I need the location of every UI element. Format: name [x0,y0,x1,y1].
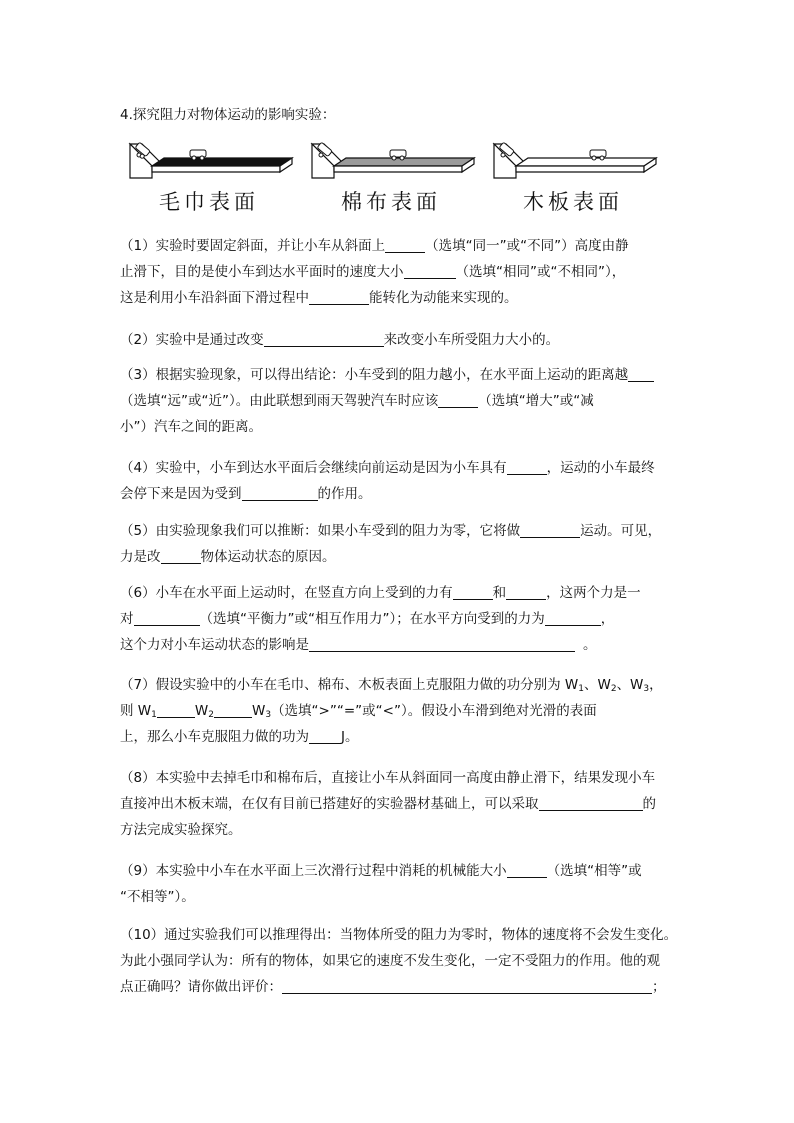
q10-blank-1[interactable] [282,977,652,994]
q10-text-c: 点正确吗？请你做出评价： [120,979,282,995]
question-title: 4.探究阻力对物体运动的影响实验： [120,107,336,123]
q7-sep-2: 、W [616,677,644,693]
q5-blank-1[interactable] [520,521,580,538]
q6-blank-2[interactable] [506,583,546,600]
q7-text-b: 则 W [120,703,152,719]
q1-text-f: 能转化为动能来实现的。 [369,290,518,306]
question-5 [120,518,680,570]
figure-cotton [306,138,476,218]
q6-blank-3[interactable] [134,609,200,626]
q5-text-d: 物体运动状态的原因。 [200,549,336,565]
q6-text-h: 。 [583,637,597,653]
q6-text-d: 对 [120,611,134,627]
q4-text-b: ，运动的小车最终 [546,460,655,476]
q3-blank-2[interactable] [438,391,478,408]
q3-text-d: 小”）汽车之间的距离。 [120,419,262,435]
question-4 [120,455,680,507]
figure-towel [124,138,294,218]
q9-text-a: （9）本实验中小车在水平面上三次滑行过程中消耗的机械能大小 [120,863,507,879]
q7-sub-2: 2 [610,684,617,694]
q7-sub-w1: 1 [151,710,157,720]
q6-text-a: （6）小车在水平面上运动时，在竖直方向上受到的力有 [120,585,453,601]
q6-text-b: 和 [492,585,507,601]
question-1 [120,233,680,311]
q2-blank-1[interactable] [264,330,384,347]
ramp-diagram-cotton [306,138,476,184]
q2-text-b: 来改变小车所受阻力大小的。 [383,332,560,348]
surface-strip-wood [516,158,656,166]
q4-text-a: （4）实验中，小车到达水平面后会继续向前运动是因为小车具有 [120,460,507,476]
q1-text-c: 止滑下，目的是使小车到达水平面时的速度大小 [120,264,404,280]
q7-sub-w2: 2 [208,710,214,720]
experiment-figures [124,138,684,218]
q7-text-e: J。 [341,729,359,745]
question-7 [120,672,680,750]
q7-sep-1: 、W [583,677,611,693]
q7-blank-2[interactable] [214,701,252,718]
figure-caption-cotton: 棉布表面 [341,190,441,214]
q3-text-b: （选填“远”或“近”）。由此联想到雨天驾驶汽车时应该 [120,393,439,409]
question-10 [120,922,680,1000]
q9-text-b: （选填“相等”或 [546,863,642,879]
q6-text-c: ，这两个力是一 [546,585,641,601]
q7-blank-1[interactable] [157,701,195,718]
q6-blank-4[interactable] [545,609,601,626]
question-9 [120,858,680,910]
q1-blank-2[interactable] [404,262,456,279]
q1-text-a: （1）实验时要固定斜面，并让小车从斜面上 [120,238,386,254]
question-3 [120,362,680,440]
q4-blank-1[interactable] [507,458,547,475]
q1-blank-1[interactable] [385,236,425,253]
ramp-diagram-wood [488,138,658,184]
q7-comma: ， [649,677,663,693]
question-6 [120,580,680,658]
q1-text-d: （选填“相同”或“不相同”）， [455,264,626,280]
q10-text-d: ； [652,979,666,995]
q5-blank-2[interactable] [161,547,201,564]
figure-wood [488,138,658,218]
q6-text-e: （选填“平衡力”或“相互作用力”）；在水平方向受到的力为 [199,611,545,627]
q8-blank-1[interactable] [539,794,643,811]
q7-w3: W [251,703,266,719]
q7-text-d: 上，那么小车克服阻力做的功为 [120,729,309,745]
q3-text-c: （选填“增大”或“减 [478,393,594,409]
q10-text-b: 为此小强同学认为：所有的物体，如果它的速度不发生变化，一定不受阻力的作用。他的观 [120,953,660,969]
q3-blank-1[interactable] [628,365,654,382]
q8-text-c: 的 [642,796,656,812]
ramp-diagram-towel [124,138,294,184]
q6-blank-5[interactable] [309,635,575,652]
surface-strip-towel [152,158,292,166]
q7-sub-1: 1 [578,684,584,694]
figure-caption-wood: 木板表面 [523,190,623,214]
q5-text-b: 运动。可见， [580,523,662,539]
q8-text-d: 方法完成实验探究。 [120,822,242,838]
question-2 [120,327,680,353]
q6-blank-1[interactable] [453,583,493,600]
q1-blank-3[interactable] [309,288,369,305]
q7-text-c: （选填“>”“=”或“<”）。假设小车滑到绝对光滑的表面 [271,703,597,719]
q1-text-b: （选填“同一”或“不同”）高度由静 [425,238,629,254]
q9-blank-1[interactable] [507,861,547,878]
q7-w2: W [194,703,209,719]
q7-sub-w3: 3 [265,710,272,720]
q7-sub-3: 3 [643,684,650,694]
q10-text-a: （10）通过实验我们可以推理得出：当物体所受的阻力为零时，物体的速度将不会发生变化。 [120,927,678,943]
q2-text-a: （2）实验中是通过改变 [120,332,264,348]
q3-text-a: （3）根据实验现象，可以得出结论：小车受到的阻力越小，在水平面上运动的距离越 [120,367,629,383]
q6-text-g: 这个力对小车运动状态的影响是 [120,637,309,653]
q7-blank-3[interactable] [309,727,341,744]
question-8 [120,765,680,843]
q7-text-a: （7）假设实验中的小车在毛巾、棉布、木板表面上克服阻力做的功分别为 W [120,677,579,693]
q5-text-c: 力是改 [120,549,161,565]
q9-text-c: “不相等”）。 [120,889,195,905]
q1-text-e: 这是利用小车沿斜面下滑过程中 [120,290,309,306]
q5-text-a: （5）由实验现象我们可以推断：如果小车受到的阻力为零，它将做 [120,523,521,539]
q8-text-a: （8）本实验中去掉毛巾和棉布后，直接让小车从斜面同一高度由静止滑下，结果发现小车 [120,770,656,786]
figure-caption-towel: 毛巾表面 [159,190,259,214]
q4-text-c: 会停下来是因为受到 [120,486,242,502]
q6-text-f: ， [600,611,615,627]
q8-text-b: 直接冲出木板末端，在仅有目前已搭建好的实验器材基础上，可以采取 [120,796,539,812]
q4-blank-2[interactable] [242,484,318,501]
q4-text-d: 的作用。 [317,486,372,502]
